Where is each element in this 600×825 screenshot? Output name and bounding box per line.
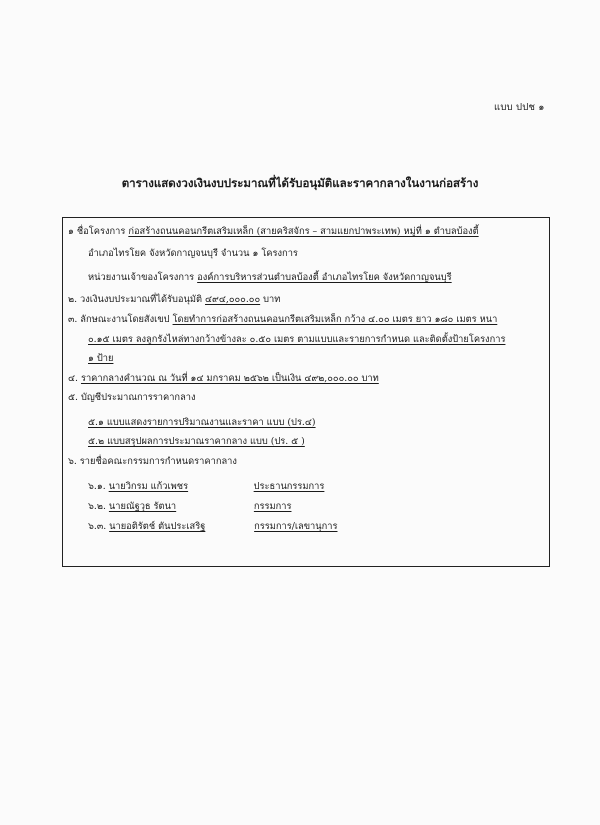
description-cont-2: [88, 353, 113, 365]
description-line-2: ๐.๑๕ เมตร ลงลูกรังไหล่ทางกว้างข้างละ ๐.๕๐ เมตร ตามแบบและรายการกำหนด และติดตั้งป้ายโครงการ: [88, 334, 506, 345]
committee-no: ๖.๓.: [88, 521, 107, 532]
median-price-label: ๔.: [68, 373, 78, 384]
description-line-1: โดยทำการก่อสร้างถนนคอนกรีตเสริมเหล็ก กว้าง ๔.๐๐ เมตร ยาว ๑๘๐ เมตร หนา: [172, 314, 498, 325]
median-price-row: [68, 373, 379, 385]
description-cont-1: [88, 334, 505, 346]
committee-heading: [68, 456, 237, 468]
project-name-value: ก่อสร้างถนนคอนกรีตเสริมเหล็ก (สายคริสจักร – สามแยกปาพระเทพ) หมู่ที่ ๑ ตำบลบ้องตี้: [128, 226, 479, 237]
committee-member: [88, 501, 291, 513]
page-title: ตารางแสดงวงเงินงบประมาณที่ได้รับอนุมัติและราคากลางในงานก่อสร้าง: [121, 176, 479, 190]
median-price-value: ราคากลางคำนวณ ณ วันที่ ๑๔ มกราคม ๒๕๖๒ เป็นเงิน ๔๙๒,๐๐๐.๐๐ บาท: [80, 373, 379, 384]
committee-role: กรรมการ: [253, 501, 292, 512]
project-name-row: [68, 226, 479, 238]
committee-member: [88, 521, 337, 533]
committee-name: นายอติรัตช์ ตันประเสริฐ: [109, 521, 206, 532]
account-1-text: ๕.๑ แบบแสดงรายการปริมาณงานและราคา แบบ (ปร.๔): [88, 417, 316, 428]
agency-row: [88, 272, 452, 284]
project-name-label: ๑ ชื่อโครงการ: [68, 226, 126, 237]
committee-name: นายวิกรม แก้วเพชร: [108, 481, 189, 492]
agency-label: หน่วยงานเจ้าของโครงการ: [88, 272, 195, 283]
budget-unit: บาท: [263, 294, 281, 305]
agency-value: องค์การบริหารส่วนตำบลบ้องตี้ อำเภอไทรโยค จังหวัดกาญจนบุรี: [197, 272, 452, 283]
form-code: แบบ ปปช ๑: [494, 102, 545, 113]
committee-member: [88, 481, 324, 493]
description-line-3: ๑ ป้าย: [88, 353, 114, 364]
budget-label: ๒. วงเงินงบประมาณที่ได้รับอนุมัติ: [68, 294, 203, 305]
committee-role: กรรมการ/เลขานุการ: [254, 521, 338, 532]
committee-name: นายณัฐวุธ รัตนา: [108, 501, 177, 512]
budget-value: ๔๙๔,๐๐๐.๐๐: [204, 294, 261, 305]
committee-no: ๖.๑.: [88, 481, 106, 492]
account-item-2: [88, 436, 305, 448]
project-name-cont-text: อำเภอไทรโยค จังหวัดกาญจนบุรี จำนวน ๑ โครงการ: [88, 248, 298, 259]
accounts-heading: [68, 392, 196, 404]
project-name-cont: [88, 248, 298, 260]
account-item-1: [88, 417, 316, 429]
accounts-label: ๕. บัญชีประมาณการราคากลาง: [68, 392, 196, 403]
committee-label: ๖. รายชื่อคณะกรรมการกำหนดราคากลาง: [68, 456, 237, 467]
committee-no: ๖.๒.: [88, 501, 106, 512]
description-label: ๓. ลักษณะงานโดยสังเขป: [68, 314, 170, 325]
budget-row: [68, 294, 280, 306]
committee-role: ประธานกรรมการ: [253, 481, 325, 492]
description-row: [68, 314, 497, 326]
account-2-text: ๕.๒ แบบสรุปผลการประมาณราคากลาง แบบ (ปร. ๕ ): [88, 436, 305, 447]
